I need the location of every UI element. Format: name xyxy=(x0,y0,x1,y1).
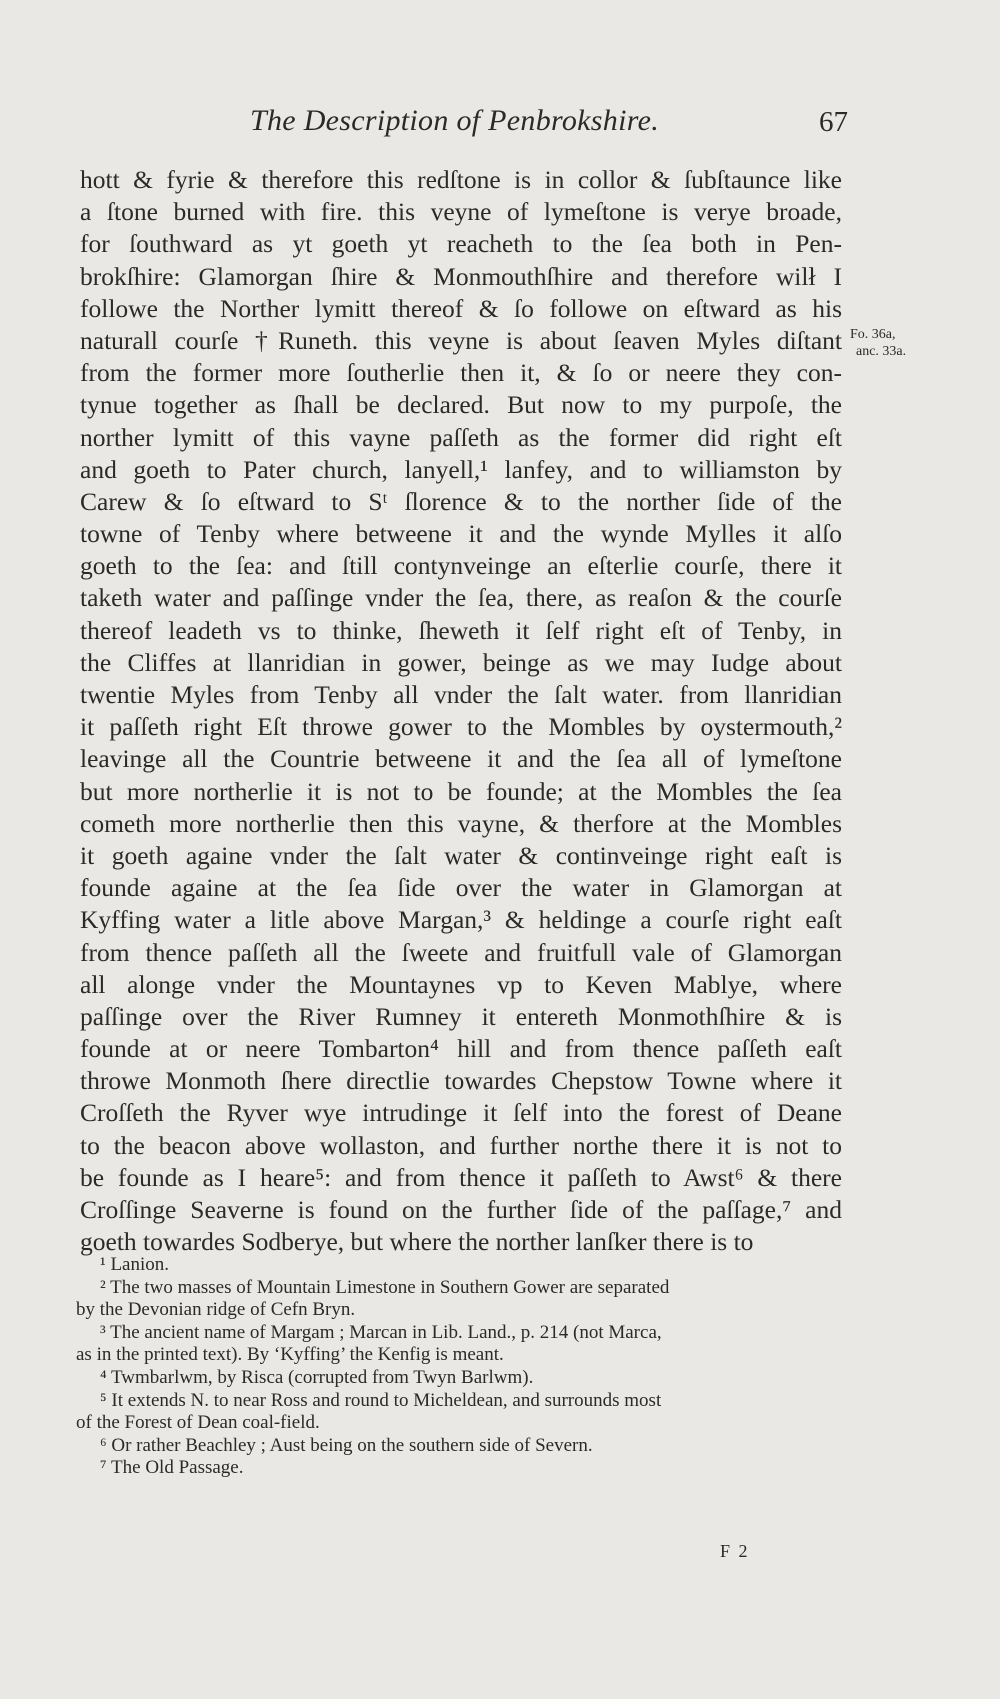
footnote-line: ⁷ The Old Passage. xyxy=(100,1457,244,1479)
footnote-line: by the Devonian ridge of Cefn Bryn. xyxy=(76,1299,356,1321)
body-line: it goeth againe vnder the ſalt water & continveinge right eaſt is xyxy=(80,840,842,870)
body-line: Kyffing water a litle above Margan,³ & heldinge a courſe right eaſt xyxy=(80,905,842,935)
body-line: leavinge all the Countrie betweene it and the ſea all of lymeſtone xyxy=(80,744,842,774)
footnote-line: ⁵ It extends N. to near Ross and round to Micheldean, and surrounds most xyxy=(100,1389,662,1411)
footnote-line: ¹ Lanion. xyxy=(100,1254,170,1275)
body-line: twentie Myles from Tenby all vnder the ſalt water. from llanridian xyxy=(80,680,842,709)
body-line: the Cliffes at llanridian in gower, beinge as we may Iudge about xyxy=(80,647,842,677)
footnotes xyxy=(76,1254,836,1480)
body-line: hott & fyrie & therefore this redſtone is in collor & ſubſtaunce like xyxy=(80,165,842,194)
body-line: thereof leadeth vs to thinke, ſheweth it ſelf right eſt of Tenby, in xyxy=(80,615,842,645)
body-text xyxy=(80,164,842,1258)
body-line: followe the Norther lymitt thereof & ſo followe on eſtward as his xyxy=(80,293,842,323)
body-line: all alonge vnder the Mountaynes vp to Keven Mablye, where xyxy=(80,969,842,999)
body-line: cometh more northerlie then this vayne, & therfore at the Mombles xyxy=(80,808,842,838)
footnote-line: of the Forest of Dean coal-field. xyxy=(76,1412,320,1434)
body-line: Croſſinge Seaverne is found on the further ſide of the paſſage,⁷ and xyxy=(80,1195,842,1224)
body-line: Carew & ſo eſtward to Sᵗ ſlorence & to the norther ſide of the xyxy=(80,486,842,516)
body-line: throwe Monmoth ſhere directlie towardes Chepstow Towne where it xyxy=(80,1066,842,1096)
body-line: goeth to the ſea: and ſtill contynveinge an eſterlie courſe, there it xyxy=(80,551,842,581)
body-line: naturall courſe †Runeth. this veyne is about ſeaven Myles diſtant xyxy=(80,325,842,355)
body-line: Croſſeth the Ryver wye intrudinge it ſelf into the forest of Deane xyxy=(80,1098,842,1128)
running-title: The Description of Penbrokshire. xyxy=(250,104,659,137)
body-line: and goeth to Pater church, lanyell,¹ lanfey, and to williamston by xyxy=(80,454,842,484)
body-line: norther lymitt of this vayne paſſeth as the former did right eſt xyxy=(80,422,842,452)
footnote-line: ⁶ Or rather Beachley ; Aust being on the southern side of Severn. xyxy=(100,1434,593,1456)
body-line: founde at or neere Tombarton⁴ hill and from thence paſſeth eaſt xyxy=(80,1034,842,1064)
body-line: from the former more ſoutherlie then it, & ſo or neere they con- xyxy=(80,358,842,388)
signature-mark: F 2 xyxy=(720,1541,750,1561)
body-line: it paſſeth right Eſt throwe gower to the Mombles by oystermouth,² xyxy=(80,712,842,742)
margin-note-ancient-folio: anc. 33a. xyxy=(856,344,907,359)
body-line: but more northerlie it is not to be founde; at the Mombles the ſea xyxy=(80,776,842,806)
body-line: a ſtone burned with fire. this veyne of lymeſtone is verye broade, xyxy=(80,197,842,227)
body-line: from thence paſſeth all the ſweete and fruitfull vale of Glamorgan xyxy=(80,937,842,967)
body-line: towne of Tenby where betweene it and the wynde Mylles it alſo xyxy=(80,519,842,549)
body-line: brokſhire: Glamorgan ſhire & Monmouthſhire and therefore wilł I xyxy=(80,261,842,291)
footnote-line: ³ The ancient name of Margam ; Marcan in Lib. Land., p. 214 (not Marca, xyxy=(100,1321,662,1343)
body-line: for ſouthward as yt goeth yt reacheth to the ſea both in Pen- xyxy=(80,229,842,259)
margin-note xyxy=(850,326,920,360)
body-line: goeth towardes Sodberye, but where the norther lanſker there is to xyxy=(80,1227,754,1257)
body-line: to the beacon above wollaston, and further northe there it is not to xyxy=(80,1130,842,1160)
body-line: be founde as I heare⁵: and from thence it paſſeth to Awst⁶ & there xyxy=(80,1162,842,1192)
footnote-line: ² The two masses of Mountain Limestone in Southern Gower are separated xyxy=(100,1276,670,1298)
footnote-line: as in the printed text). By ‘Kyffing’ the Kenfig is meant. xyxy=(76,1344,504,1366)
running-head xyxy=(78,104,848,144)
body-line: tynue together as ſhall be declared. But now to my purpoſe, the xyxy=(80,390,842,420)
page-number: 67 xyxy=(819,106,848,138)
footnote-line: ⁴ Twmbarlwm, by Risca (corrupted from Twyn Barlwm). xyxy=(100,1366,534,1388)
margin-note-folio: Fo. 36a, xyxy=(850,327,896,342)
body-line: founde againe at the ſea ſide over the water in Glamorgan at xyxy=(80,873,842,903)
body-line: paſſinge over the River Rumney it entereth Monmothſhire & is xyxy=(80,1001,842,1031)
body-line: taketh water and paſſinge vnder the ſea, there, as reaſon & the courſe xyxy=(80,583,842,613)
